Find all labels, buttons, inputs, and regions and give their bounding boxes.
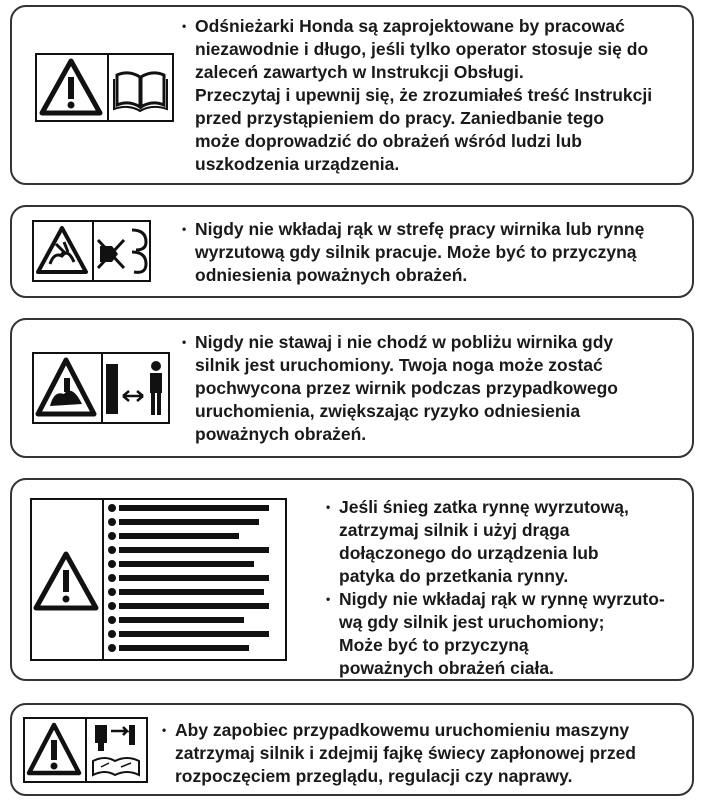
text-line: poważnych obrażeń.: [195, 424, 367, 444]
text-line: wyrzutową gdy silnik pracuje. Może być to przyczyną: [195, 242, 637, 262]
section-panel-2: [10, 205, 694, 298]
section-text-5: [162, 719, 687, 788]
spark-plug-manual-icon: [87, 719, 146, 781]
text-line: Nigdy nie wkładaj rąk w rynnę wyrzuto-: [339, 589, 665, 609]
section-text-4: [326, 496, 691, 680]
bullet-dot: •: [162, 723, 167, 737]
section-text-3: [182, 331, 687, 446]
text-line: Przeczytaj i upewnij się, że zrozumiałeś treść Instrukcji: [195, 85, 653, 105]
warning-triangle-icon: [25, 719, 87, 781]
safety-label-1: [35, 53, 174, 122]
text-line: przed przystąpieniem do pracy. Zaniedbanie tego: [195, 108, 605, 128]
text-line: dołączonego do urządzenia lub: [339, 543, 599, 563]
section-panel-3: [10, 318, 694, 458]
bullet-item: [182, 15, 687, 176]
safety-label-3: [32, 352, 170, 424]
bullet-dot: •: [182, 19, 187, 33]
text-line: uruchomienia, zwiększając ryzyko odniesienia: [195, 401, 581, 421]
safety-label-2: [32, 220, 151, 282]
bullet-dot: •: [182, 222, 187, 236]
manual-book-icon: [109, 55, 172, 120]
text-line: silnik jest uruchomiony. Twoja noga może zostać: [195, 355, 603, 375]
section-text-1: [182, 15, 687, 176]
text-line: pochwycona przez wirnik podczas przypadkowego: [195, 378, 618, 398]
text-line: wą gdy silnik jest uruchomiony;: [339, 612, 605, 632]
text-line: Nigdy nie stawaj i nie chodź w pobliżu wirnika gdy: [195, 332, 614, 352]
text-line: może doprowadzić do obrażeń wśród ludzi lub: [195, 131, 582, 151]
bullet-dot: •: [326, 500, 331, 514]
warning-triangle-icon: [32, 500, 104, 659]
text-line: uszkodzenia urządzenia.: [195, 154, 400, 174]
text-line: zaleceń zawartych w Instrukcji Obsługi.: [195, 62, 524, 82]
text-line: patyka do przetkania rynny.: [339, 566, 569, 586]
section-panel-1: [10, 5, 694, 185]
text-line: Może być to przyczyną: [339, 635, 529, 655]
safety-label-4: [30, 498, 287, 661]
text-line: odniesienia poważnych obrażeń.: [195, 265, 468, 285]
bullet-dot: •: [182, 335, 187, 349]
bullet-item: [182, 218, 687, 287]
auger-hand-hazard-icon: [34, 222, 94, 280]
section-panel-5: [10, 703, 694, 796]
text-line: Odśnieżarki Honda są zaprojektowane by pracować: [195, 16, 625, 36]
bullet-item: [326, 496, 691, 588]
text-line: zatrzymaj silnik i zdejmij fajkę świecy zapłonowej przed: [175, 743, 636, 763]
text-line: poważnych obrażeń ciała.: [339, 658, 554, 678]
section-text-2: [182, 218, 687, 287]
text-line: Jeśli śnieg zatka rynnę wyrzutową,: [339, 497, 629, 517]
text-line: rozpoczęciem przeglądu, regulacji czy naprawy.: [175, 766, 573, 786]
bullet-item: [326, 588, 691, 680]
safety-label-5: [23, 717, 148, 783]
text-line: Aby zapobiec przypadkowemu uruchomieniu maszyny: [175, 720, 630, 740]
warning-triangle-icon: [37, 55, 109, 120]
multilingual-warning-label-icon: [104, 500, 285, 659]
auger-foot-hazard-icon: [34, 354, 103, 422]
no-hands-discharge-icon: [94, 222, 149, 280]
bullet-item: [162, 719, 687, 788]
bullet-dot: •: [326, 592, 331, 606]
keep-distance-person-icon: [103, 354, 168, 422]
section-panel-4: [10, 478, 694, 681]
text-line: niezawodnie i długo, jeśli tylko operator stosuje się do: [195, 39, 649, 59]
bullet-item: [182, 331, 687, 446]
text-line: zatrzymaj silnik i użyj drąga: [339, 520, 570, 540]
text-line: Nigdy nie wkładaj rąk w strefę pracy wirnika lub rynnę: [195, 219, 645, 239]
